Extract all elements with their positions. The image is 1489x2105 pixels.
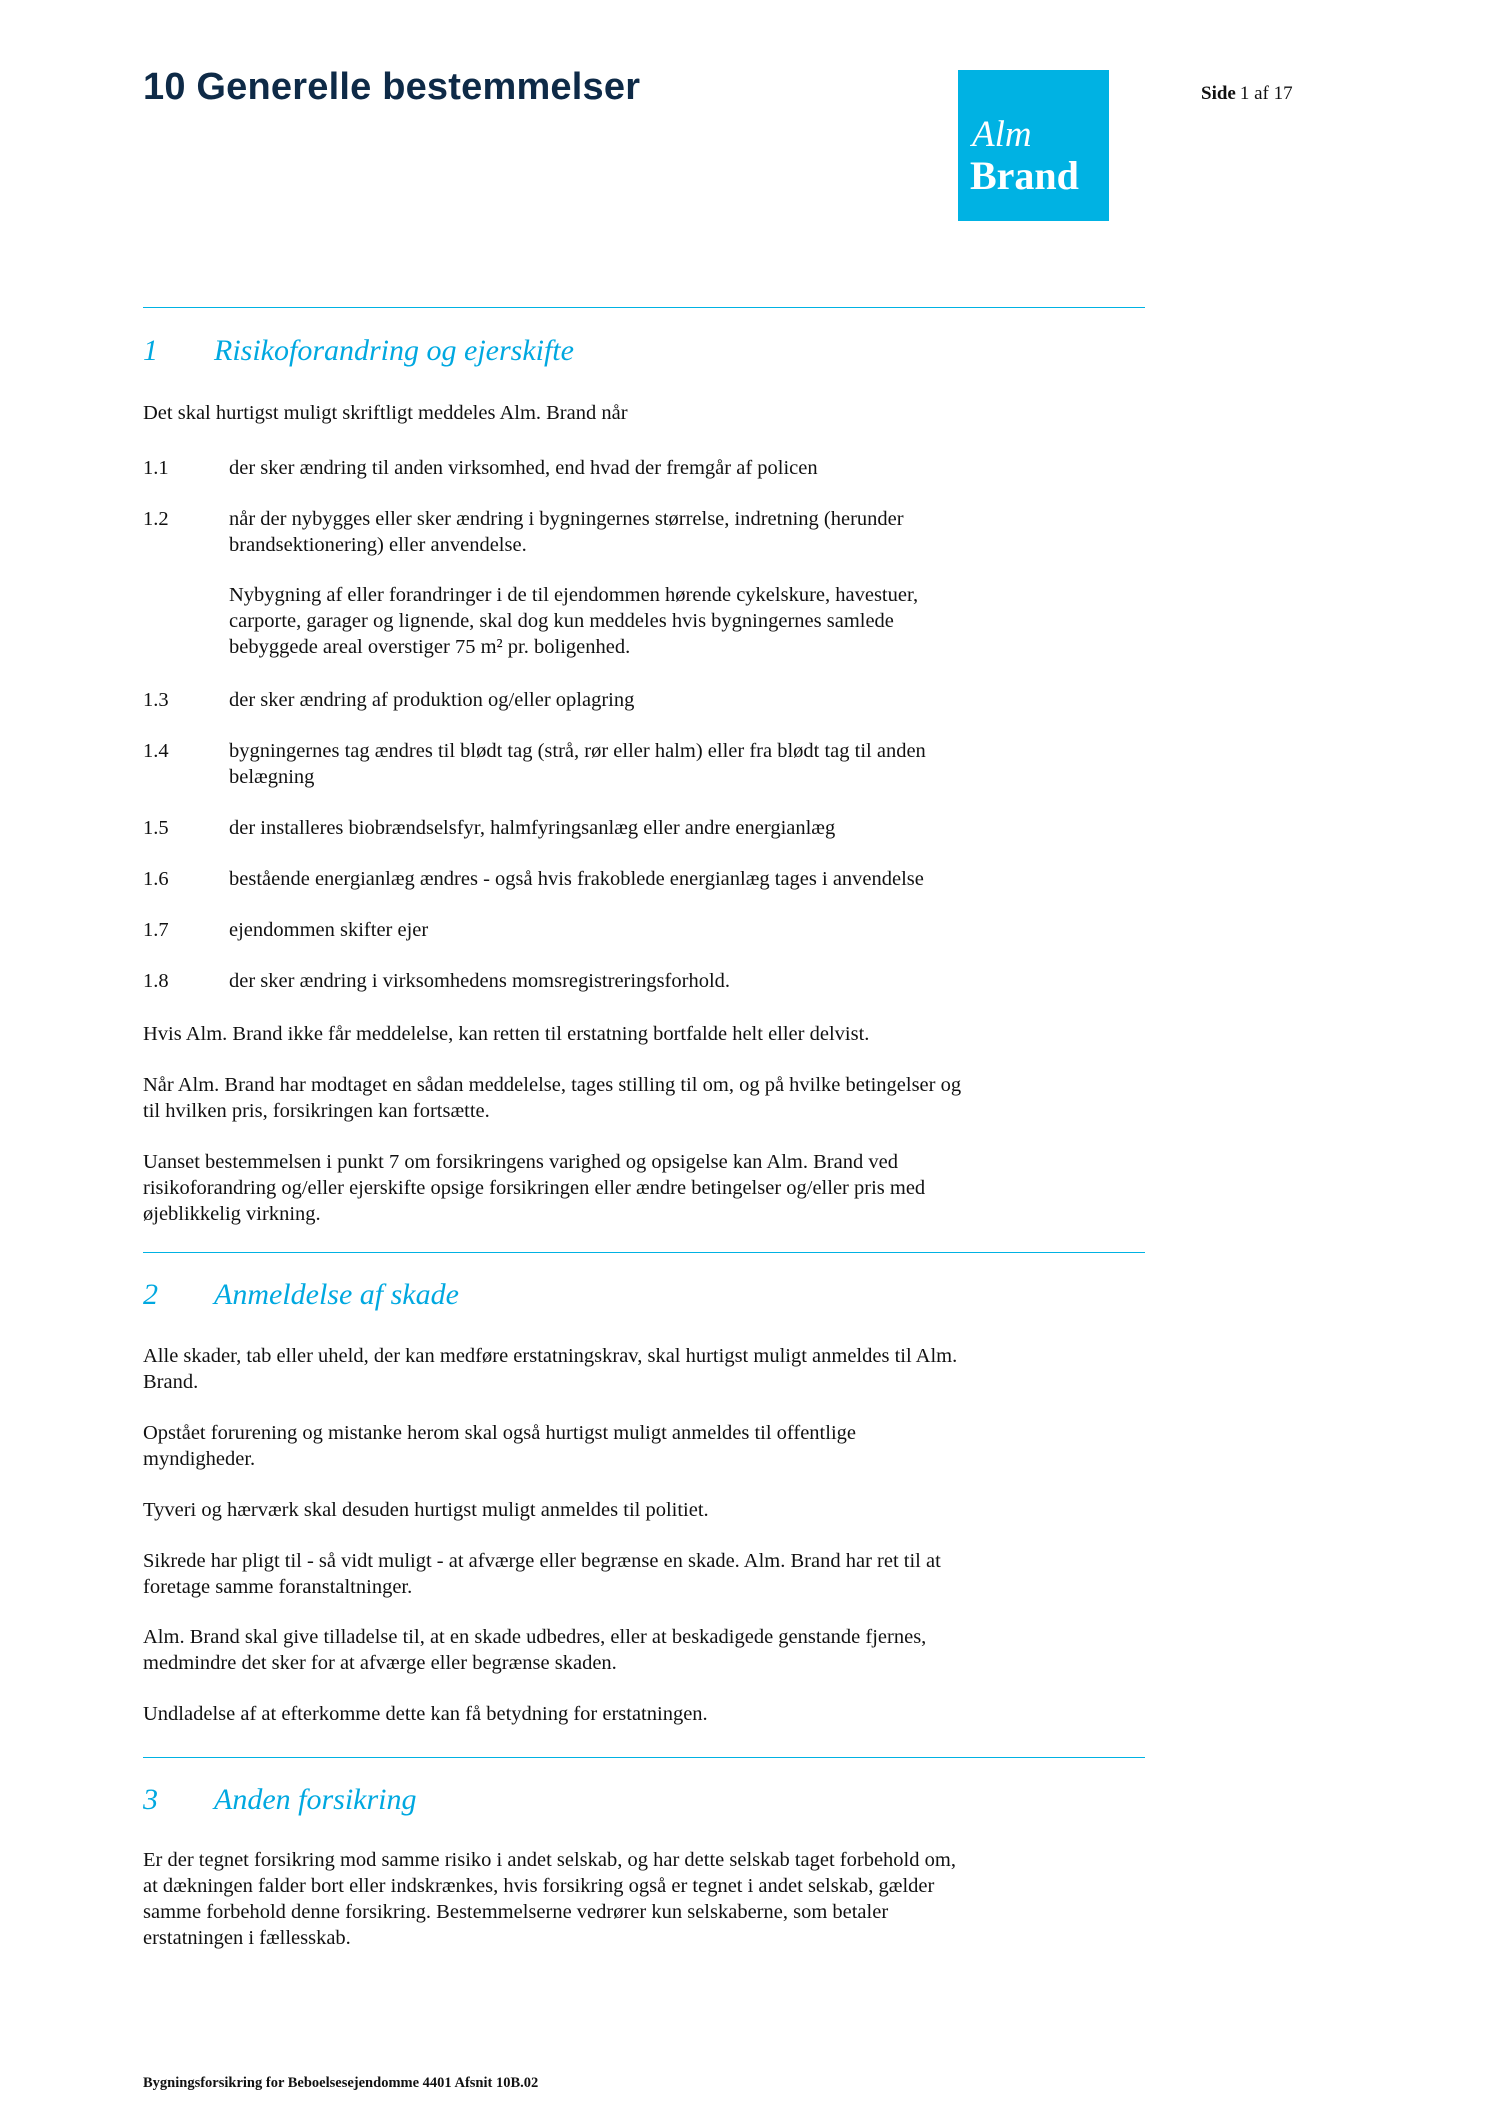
paragraph [143, 1497, 1153, 1523]
page-footer: Bygningsforsikring for Beboelsesejendomme 4401 Afsnit 10B.02 [143, 2075, 539, 2091]
paragraph-line: Brand. [143, 1371, 199, 1393]
section-title: Anmeldelse af skade [214, 1278, 459, 1311]
page-value: 1 af 17 [1239, 83, 1293, 104]
item-number: 1.1 [143, 457, 169, 479]
paragraph-line: Når Alm. Brand har modtaget en sådan meddelelse, tages stilling til om, og på hvilke betingelser og [143, 1074, 962, 1096]
item-text: brandsektionering) eller anvendelse. [229, 534, 527, 556]
item-text: der sker ændring i virksomhedens momsregistreringsforhold. [229, 970, 731, 992]
paragraph-line: til hvilken pris, forsikringen kan fortsætte. [143, 1100, 490, 1122]
section-title: Anden forsikring [214, 1783, 417, 1816]
paragraph [143, 1847, 1153, 1951]
item-number: 1.5 [143, 817, 169, 839]
paragraph [143, 1548, 1153, 1600]
section-divider [143, 1252, 1145, 1253]
paragraph [143, 1701, 1153, 1727]
paragraph-line: øjeblikkelig virkning. [143, 1203, 321, 1225]
item-note: Nybygning af eller forandringer i de til ejendommen hørende cykelskure, havestuer, [229, 584, 919, 606]
section-number: 1 [143, 334, 158, 367]
paragraph-line: Tyveri og hærværk skal desuden hurtigst muligt anmeldes til politiet. [143, 1499, 709, 1521]
item-text: bestående energianlæg ændres - også hvis frakoblede energianlæg tages i anvendelse [229, 868, 924, 890]
paragraph [143, 1021, 1153, 1047]
section-divider [143, 1757, 1145, 1758]
item-text: når der nybygges eller sker ændring i bygningernes størrelse, indretning (herunder [229, 508, 904, 530]
item-text: der sker ændring af produktion og/eller oplagring [229, 689, 635, 711]
item-text: bygningernes tag ændres til blødt tag (strå, rør eller halm) eller fra blødt tag til anden [229, 740, 926, 762]
section-number: 2 [143, 1278, 158, 1311]
section-heading-2 [143, 1278, 459, 1312]
item-text: ejendommen skifter ejer [229, 919, 429, 941]
paragraph-line: at dækningen falder bort eller indskrænkes, hvis forsikring også er tegnet i andet selskab, gælder [143, 1875, 935, 1897]
paragraph-line: Opstået forurening og mistanke herom skal også hurtigst muligt anmeldes til offentlige [143, 1422, 856, 1444]
item-number: 1.6 [143, 868, 169, 890]
paragraph-line: Sikrede har pligt til - så vidt muligt - at afværge eller begrænse en skade. Alm. Brand har ret til at [143, 1550, 941, 1572]
paragraph-line: Uanset bestemmelsen i punkt 7 om forsikringens varighed og opsigelse kan Alm. Brand ved [143, 1151, 898, 1173]
page-number [1201, 83, 1293, 105]
paragraph [143, 1149, 1153, 1227]
section-heading-3 [143, 1783, 417, 1817]
item-number: 1.8 [143, 970, 169, 992]
section-heading-1 [143, 334, 574, 368]
item-number: 1.3 [143, 689, 169, 711]
paragraph-line: risikoforandring og/eller ejerskifte opsige forsikringen eller ændre betingelser og/eller pris med [143, 1177, 926, 1199]
paragraph-line: Alm. Brand skal give tilladelse til, at en skade udbedres, eller at beskadigede genstande fjernes, [143, 1626, 927, 1648]
paragraph-line: samme forbehold denne forsikring. Bestemmelserne vedrører kun selskaberne, som betaler [143, 1901, 889, 1923]
paragraph-line: foretage samme foranstaltninger. [143, 1576, 413, 1598]
section-divider [143, 307, 1145, 308]
paragraph [143, 1624, 1153, 1676]
paragraph-line: erstatningen i fællesskab. [143, 1927, 351, 1949]
paragraph-line: myndigheder. [143, 1448, 256, 1470]
item-number: 1.2 [143, 508, 169, 530]
item-text: der installeres biobrændselsfyr, halmfyringsanlæg eller andre energianlæg [229, 817, 836, 839]
item-text: belægning [229, 766, 315, 788]
paragraph-line: Undladelse af at efterkomme dette kan få betydning for erstatningen. [143, 1703, 708, 1725]
paragraph [143, 1420, 1153, 1472]
alm-brand-logo [958, 70, 1109, 221]
paragraph-line: Alle skader, tab eller uheld, der kan medføre erstatningskrav, skal hurtigst muligt anmeldes til Alm. [143, 1345, 958, 1367]
item-number: 1.7 [143, 919, 169, 941]
paragraph-line: medmindre det sker for at afværge eller begrænse skaden. [143, 1652, 617, 1674]
item-number: 1.4 [143, 740, 169, 762]
paragraph-line: Hvis Alm. Brand ikke får meddelelse, kan retten til erstatning bortfalde helt eller delvist. [143, 1023, 870, 1045]
section-number: 3 [143, 1783, 158, 1816]
page-label: Side [1201, 83, 1236, 104]
logo-line-1: Alm [972, 114, 1032, 155]
paragraph-line: Er der tegnet forsikring mod samme risiko i andet selskab, og har dette selskab taget forbehold om, [143, 1849, 956, 1871]
item-note: carporte, garager og lignende, skal dog kun meddeles hvis bygningernes samlede [229, 610, 894, 632]
paragraph [143, 1072, 1153, 1124]
section-intro: Det skal hurtigst muligt skriftligt meddeles Alm. Brand når [143, 402, 628, 424]
document-title: 10 Generelle bestemmelser [143, 66, 641, 108]
section-title: Risikoforandring og ejerskifte [214, 334, 574, 367]
item-text: der sker ændring til anden virksomhed, end hvad der fremgår af policen [229, 457, 818, 479]
item-note: bebyggede areal overstiger 75 m² pr. boligenhed. [229, 636, 631, 658]
logo-line-2: Brand [970, 153, 1079, 198]
paragraph [143, 1343, 1153, 1395]
